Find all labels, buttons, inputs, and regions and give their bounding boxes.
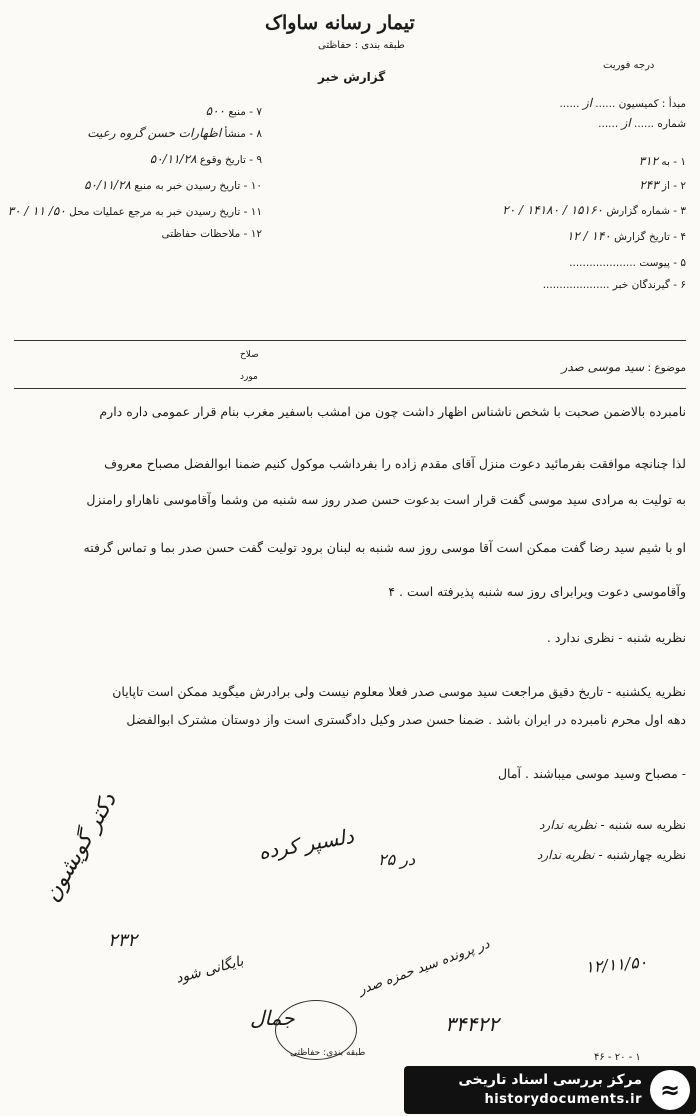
signature-note: در پرونده سید حمزه صدر	[356, 936, 492, 999]
body-line: نامبرده بالاضمن صحبت با شخص ناشناس اظهار داشت چون من امشب باسفیر مغرب بنام قرار عمومی داره دارم	[99, 404, 686, 419]
urgency-label: درجه فوریت	[603, 60, 655, 71]
body-line: نظریه شنبه - نظری ندارد .	[546, 630, 686, 645]
field-to: ۱ - به ۳۱۲	[638, 154, 686, 168]
body-line: لذا چنانچه موافقت بفرمائید دعوت منزل آقای مقدم زاده را بفرداشب موکول کنیم ضمنا ابوالفضل مصباح معروف	[104, 456, 686, 471]
signature-note: دکتر گویشون	[39, 788, 122, 907]
document-classification-stamp: طبقه بندی : حفاظتی	[318, 40, 405, 51]
report-type: گزارش خبر	[318, 70, 386, 84]
opinion-wednesday: نظریه چهارشنبه - نظریه ندارد	[536, 848, 686, 862]
field-report-date: ۴ - تاریخ گزارش ۱۴۰ / ۱۲	[566, 229, 686, 243]
subject-line: موضوع : سید موسی صدر	[561, 360, 686, 374]
field-attachment: ۵ - پیوست ....................	[569, 257, 686, 269]
field-recipients: ۶ - گیرندگان خبر ....................	[542, 279, 686, 291]
field-report-number: ۳ - شماره گزارش ۱۵۱۶۰ / ۱۴۱۸۰ / ۲۰	[502, 203, 686, 217]
footer-number: ۴۶ - ۲۰ - ۱	[594, 1052, 641, 1063]
field-origin-source: ۸ - منشأ اظهارات حسن گروه رعیت	[87, 126, 262, 140]
opinion-tuesday: نظریه سه شنبه - نظریه ندارد	[539, 818, 686, 832]
signature-note: ۲۳۲	[108, 930, 138, 951]
field-event-date: ۹ - تاریخ وقوع ۵۰/۱۱/۲۸	[149, 152, 262, 166]
body-line: وآقاموسی دعوت ویرابرای روز سه شنبه پذیرفته است . ۴	[388, 584, 686, 599]
subject-divider	[14, 388, 686, 389]
field-from: ۲ - از ۲۴۳	[639, 178, 686, 192]
side-label-top: صلاح	[240, 350, 259, 360]
header-divider	[14, 340, 686, 341]
signature-note: ۳۴۴۲۲	[445, 1012, 499, 1036]
signature-note: دلسپر کرده	[256, 823, 356, 865]
body-line: او با شیم سید رضا گفت ممکن است آقا موسی روز سه شنبه به لبنان برود تولیت گفت حسن صدر بما و تماس گرفته	[83, 540, 686, 555]
stamp-label: طبقه بندی: حفاظتی	[290, 1048, 366, 1058]
watermark-title: مرکز بررسی اسناد تاریخی	[458, 1072, 642, 1088]
watermark-url: historydocuments.ir	[484, 1092, 642, 1107]
body-line: به تولیت به مرادی سید موسی گفت قرار است بدعوت حسن صدر روز سه شنبه من وشما وآقاموسی ناهاراو رامنزل	[86, 492, 686, 507]
body-line: دهه اول محرم نامبرده در ایران باشد . ضمنا حسن صدر وکیل دادگستری است واز دوستان مشترک ابوالفضل	[126, 712, 686, 727]
side-label-bottom: مورد	[240, 372, 258, 382]
body-line: نظریه یکشنبه - تاریخ دقیق مراجعت سید موسی صدر فعلا معلوم نیست ولی برادرش میگوید ممکن است تاپایان	[112, 684, 686, 699]
field-number: شماره ...... از ......	[598, 116, 686, 130]
signature-note: جمال	[250, 1006, 295, 1030]
watermark-banner	[404, 1066, 696, 1114]
document-title: تیمار رسانه ساواک	[265, 12, 415, 34]
field-received-source-date: ۱۰ - تاریخ رسیدن خبر به منبع ۵۰/۱۱/۲۸	[84, 178, 262, 192]
body-line: - مصباح وسید موسی میباشند . آمال	[497, 766, 686, 781]
signature-note: ۱۲/۱۱/۵۰	[584, 952, 649, 977]
field-security-notes: ۱۲ - ملاحظات حفاظتی	[161, 228, 262, 240]
field-source: ۷ - منبع ۵۰۰	[205, 104, 262, 118]
signature-note: بایگانی شود	[174, 953, 246, 987]
watermark-logo-icon: ≈	[650, 1070, 690, 1110]
signature-note: در ۲۵	[378, 850, 416, 869]
field-origin: مبدأ : کمیسیون ...... از ......	[559, 96, 686, 110]
field-received-local-date: ۱۱ - تاریخ رسیدن خبر به مرجع عملیات محل ۵۰/ ۱۱ / ۳۰	[7, 204, 262, 218]
